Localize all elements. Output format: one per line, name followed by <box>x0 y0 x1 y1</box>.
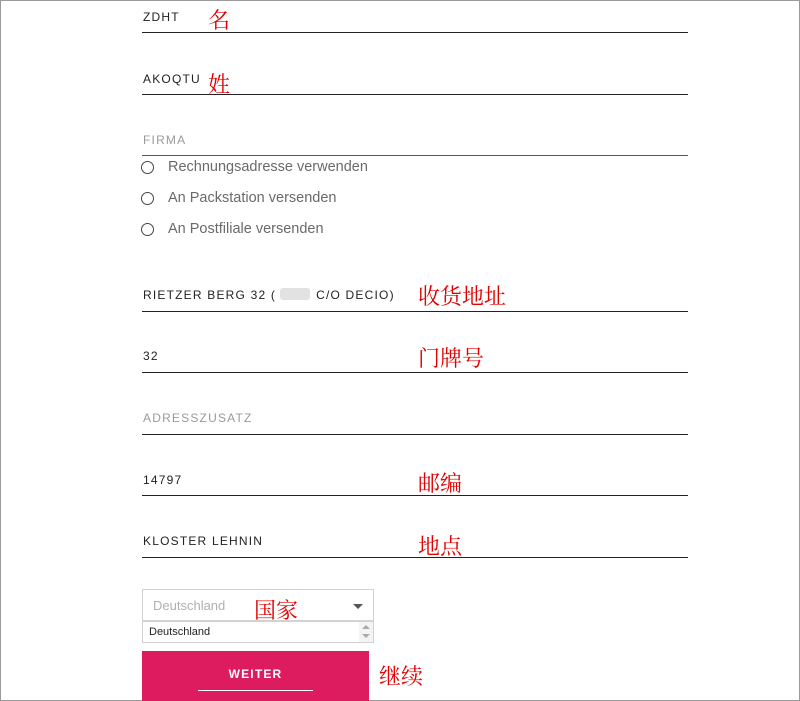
street-underline <box>142 311 688 312</box>
radio-packstation-label: An Packstation versenden <box>168 190 337 206</box>
last-name-annotation: 姓 <box>208 73 231 98</box>
radio-billing-address[interactable] <box>141 158 441 178</box>
submit-annotation: 继续 <box>379 665 424 690</box>
chevron-down-icon[interactable] <box>353 604 363 609</box>
company-field[interactable] <box>142 132 688 158</box>
city-underline <box>142 557 688 558</box>
postal-code-underline <box>142 495 688 496</box>
scroll-down-icon[interactable] <box>362 634 370 638</box>
first-name-value: ZDHT <box>143 10 180 24</box>
country-option-selected[interactable]: Deutschland <box>149 626 211 638</box>
radio-postfiliale[interactable] <box>141 220 441 240</box>
company-placeholder: FIRMA <box>143 133 187 147</box>
house-number-field[interactable] <box>142 348 688 374</box>
street-annotation: 收货地址 <box>418 285 507 310</box>
country-select-placeholder: Deutschland <box>153 598 226 613</box>
weiter-button-label: WEITER <box>228 667 283 681</box>
house-number-annotation: 门牌号 <box>418 347 485 372</box>
street-value-suffix: C/O DECIO) <box>316 288 395 302</box>
radio-postfiliale-label: An Postfiliale versenden <box>168 221 324 237</box>
last-name-value: AKOQTU <box>143 72 201 86</box>
radio-billing-address-label: Rechnungsadresse verwenden <box>168 159 368 175</box>
postal-code-value: 14797 <box>143 473 183 487</box>
street-field[interactable] <box>142 287 688 313</box>
address-extra-field[interactable] <box>142 410 688 436</box>
postal-code-field[interactable] <box>142 472 688 498</box>
redacted-text <box>280 288 310 300</box>
listbox-scrollbar[interactable] <box>359 622 373 642</box>
radio-circle[interactable] <box>141 192 154 205</box>
house-number-value: 32 <box>143 349 159 363</box>
house-number-underline <box>142 372 688 373</box>
first-name-annotation: 名 <box>208 9 231 34</box>
weiter-button[interactable] <box>142 651 369 701</box>
radio-packstation[interactable] <box>141 189 441 209</box>
radio-circle[interactable] <box>141 161 154 174</box>
country-annotation: 国家 <box>254 599 299 624</box>
city-field[interactable] <box>142 533 688 559</box>
button-underline <box>198 690 313 691</box>
city-annotation: 地点 <box>418 535 463 560</box>
city-value: KLOSTER LEHNIN <box>143 534 264 548</box>
address-extra-placeholder: ADRESSZUSATZ <box>143 411 253 425</box>
radio-circle[interactable] <box>141 223 154 236</box>
postal-code-annotation: 邮编 <box>418 472 463 497</box>
street-value <box>143 288 395 302</box>
scroll-up-icon[interactable] <box>362 625 370 629</box>
street-value-prefix: RIETZER BERG 32 ( <box>143 288 277 302</box>
address-extra-underline <box>142 434 688 435</box>
company-underline <box>142 155 688 156</box>
